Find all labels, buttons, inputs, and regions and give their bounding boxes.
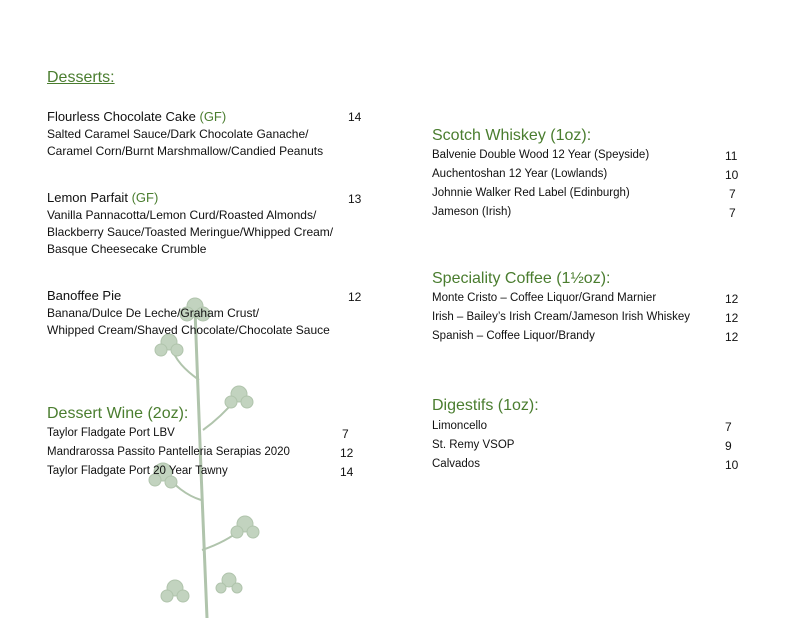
scotch-item-name: Auchentoshan 12 Year (Lowlands) (432, 168, 608, 180)
coffee-heading: Speciality Coffee (1½oz): (432, 270, 611, 287)
digestif-item-price: 10 (725, 458, 739, 472)
scotch-item-price: 11 (725, 149, 738, 163)
dessert-item-price: 13 (348, 192, 362, 206)
digestif-item-price: 9 (725, 439, 732, 453)
dessert-item-description: Vanilla Pannacotta/Lemon Curd/Roasted Almonds/ Blackberry Sauce/Toasted Meringue/Whipped Cream/ Basque Cheesecake Crumble (47, 208, 334, 256)
coffee-item-name: Spanish – Coffee Liquor/Brandy (432, 330, 595, 342)
dessert-item-price: 12 (348, 290, 362, 304)
coffee-item-name: Irish – Bailey’s Irish Cream/Jameson Irish Whiskey (432, 311, 690, 323)
digestif-item-price: 7 (725, 420, 732, 434)
dessert-item-price: 14 (348, 110, 362, 124)
digestif-item-name: St. Remy VSOP (432, 439, 515, 451)
desserts-heading: Desserts: (47, 69, 115, 86)
coffee-item-price: 12 (725, 311, 739, 325)
coffee-item-price: 12 (725, 292, 739, 306)
wine-item-name: Taylor Fladgate Port LBV (47, 427, 175, 439)
scotch-item-price: 10 (725, 168, 739, 182)
wine-item-name: Mandrarossa Passito Pantelleria Serapias 2020 (47, 446, 290, 458)
scotch-item-price: 7 (729, 187, 736, 201)
wine-item-price: 7 (342, 427, 349, 441)
digestif-item-name: Calvados (432, 458, 480, 470)
wine-item-price: 12 (340, 446, 354, 460)
coffee-item-name: Monte Cristo – Coffee Liquor/Grand Marnier (432, 292, 657, 304)
dessert-item-name: Banoffee Pie (47, 288, 122, 303)
dessert-item-description: Salted Caramel Sauce/Dark Chocolate Ganache/ Caramel Corn/Burnt Marshmallow/Candied Peanuts (47, 127, 324, 158)
coffee-item-price: 12 (725, 330, 739, 344)
dessert-item-name: Flourless Chocolate Cake (GF) (47, 109, 227, 124)
dessert-item-description: Banana/Dulce De Leche/Graham Crust/ Whipped Cream/Shaved Chocolate/Chocolate Sauce (47, 306, 330, 337)
scotch-item-name: Johnnie Walker Red Label (Edinburgh) (432, 187, 630, 199)
scotch-heading: Scotch Whiskey (1oz): (432, 127, 592, 144)
dessert-wine-heading: Dessert Wine (2oz): (47, 405, 189, 422)
dessert-item-name: Lemon Parfait (GF) (47, 190, 159, 205)
scotch-item-name: Balvenie Double Wood 12 Year (Speyside) (432, 149, 650, 161)
wine-item-name: Taylor Fladgate Port 20 Year Tawny (47, 465, 228, 477)
digestifs-heading: Digestifs (1oz): (432, 397, 539, 414)
scotch-item-price: 7 (729, 206, 736, 220)
digestif-item-name: Limoncello (432, 420, 487, 432)
scotch-item-name: Jameson (Irish) (432, 206, 512, 218)
wine-item-price: 14 (340, 465, 354, 479)
